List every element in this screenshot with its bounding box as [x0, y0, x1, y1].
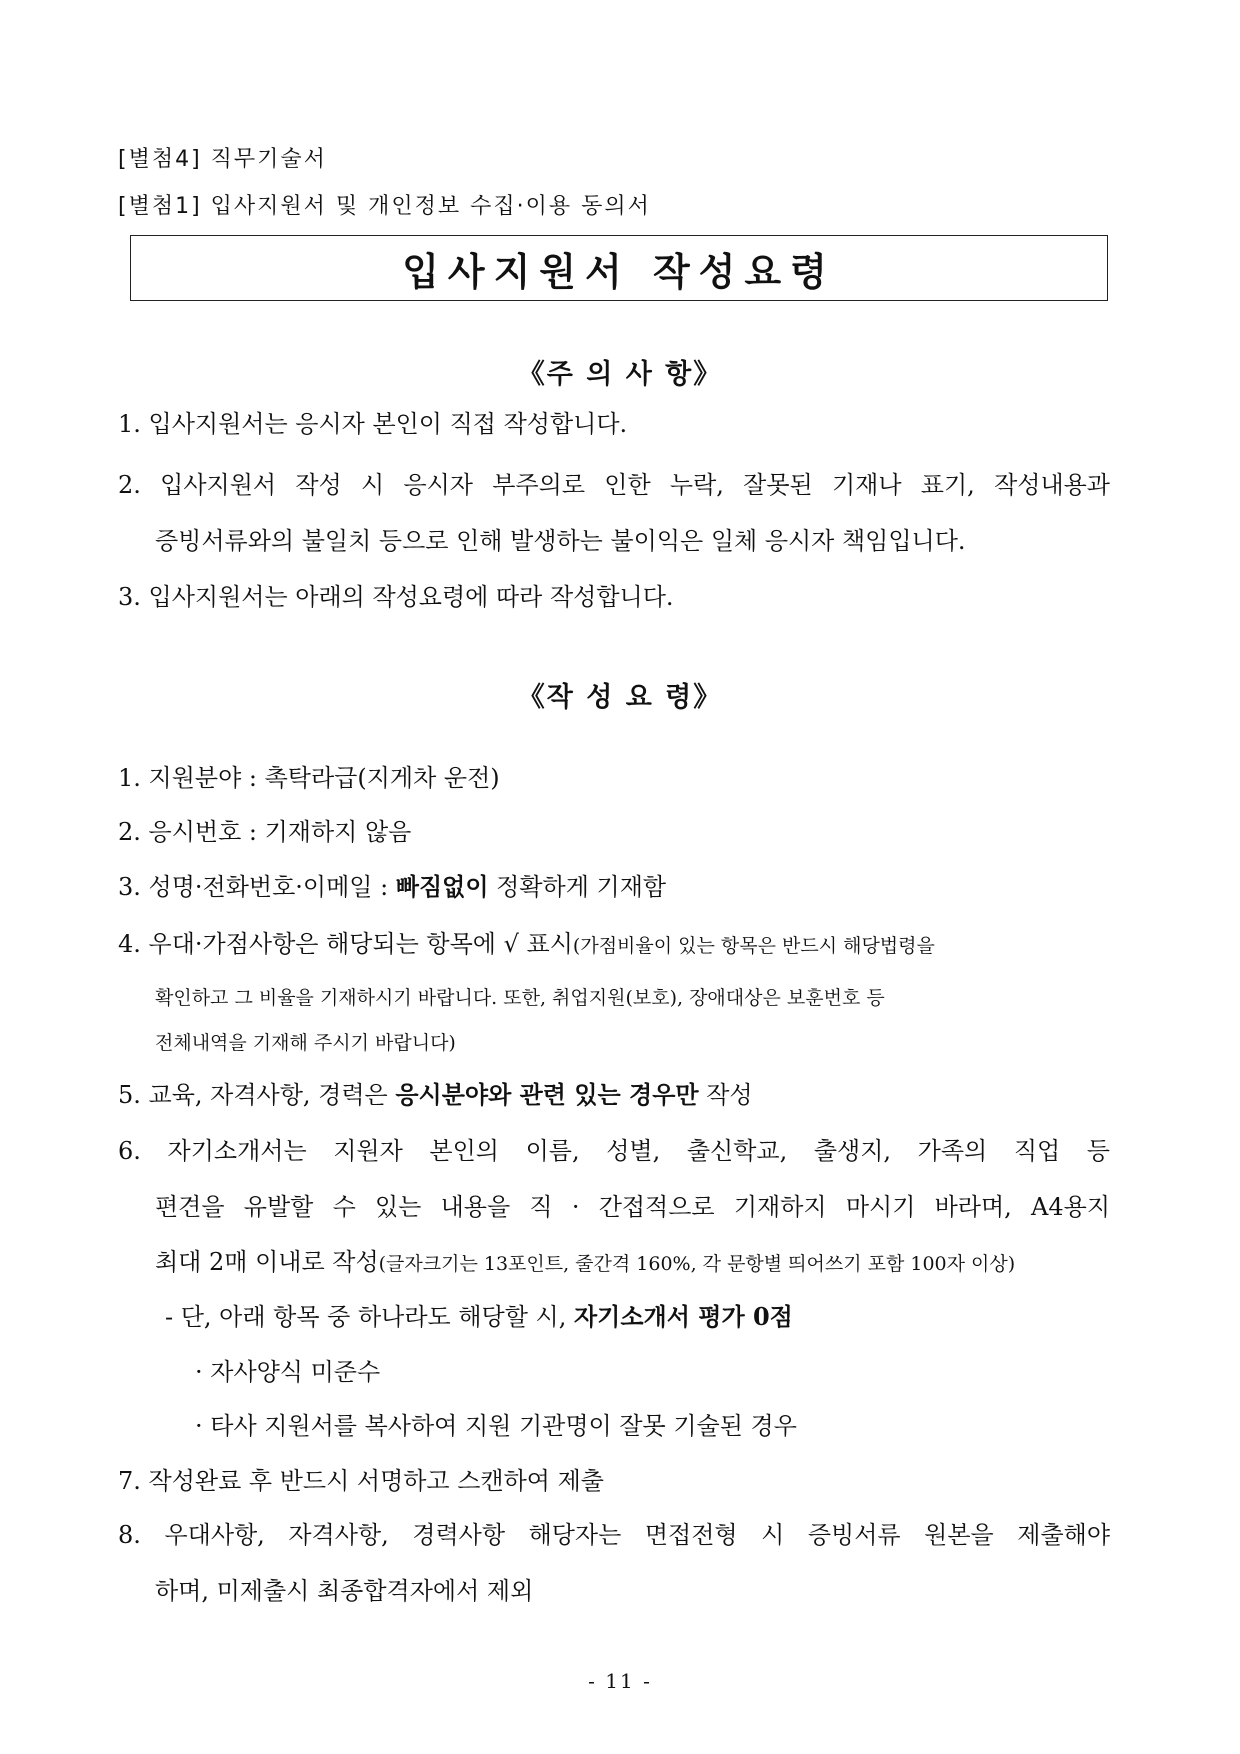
attachment-label-1: [별첨4] 직무기술서 — [118, 147, 327, 172]
guide-item-8-cont: 하며, 미제출시 최종합격자에서 제외 — [155, 1577, 534, 1605]
caution-item-2-cont: 증빙서류와의 불일치 등으로 인해 발생하는 불이익은 일체 응시자 책임입니다. — [155, 527, 966, 555]
guide-item-6-cont-1: 편견을 유발할 수 있는 내용을 직 · 간접적으로 기재하지 마시기 바라며, A4용지 — [155, 1193, 1110, 1221]
guide-item-4-main: 4. 우대·가점사항은 해당되는 항목에 √ 표시 — [118, 930, 573, 958]
guide-item-6-exception — [165, 1302, 793, 1332]
caution-item-2: 2. 입사지원서 작성 시 응시자 부주의로 인한 누락, 잘못된 기재나 표기, 작성내용과 — [118, 471, 1110, 499]
guide-item-3-label: 3. 성명·전화번호·이메일 : — [118, 873, 396, 901]
caution-item-1: 1. 입사지원서는 응시자 본인이 직접 작성합니다. — [118, 410, 628, 438]
guide-item-5-label: 5. 교육, 자격사항, 경력은 — [118, 1081, 396, 1109]
guide-item-6-sub-2: · 타사 지원서를 복사하여 지원 기관명이 잘못 기술된 경우 — [195, 1412, 797, 1440]
guide-item-5 — [118, 1080, 753, 1110]
guide-item-4-note: (가점비율이 있는 항목은 반드시 해당법령을 — [572, 935, 935, 957]
guide-item-4 — [118, 929, 935, 961]
guide-item-6-cont-2 — [155, 1247, 1015, 1279]
guide-item-3-emphasis: 빠짐없이 — [395, 872, 489, 901]
guide-item-3-rest: 정확하게 기재함 — [488, 873, 667, 901]
guide-item-5-emphasis: 응시분야와 관련 있는 경우만 — [395, 1080, 699, 1109]
caution-item-3: 3. 입사지원서는 아래의 작성요령에 따라 작성합니다. — [118, 583, 674, 611]
guide-item-5-rest: 작성 — [698, 1081, 753, 1109]
guide-item-7: 7. 작성완료 후 반드시 서명하고 스캔하여 제출 — [118, 1467, 604, 1495]
guide-item-1: 1. 지원분야 : 촉탁라급(지게차 운전) — [118, 764, 500, 792]
guide-item-6: 6. 자기소개서는 지원자 본인의 이름, 성별, 출신학교, 출생지, 가족의 직업 등 — [118, 1137, 1110, 1165]
guide-item-8: 8. 우대사항, 자격사항, 경력사항 해당자는 면접전형 시 증빙서류 원본을 제출해야 — [118, 1521, 1110, 1549]
guide-item-6-exception-text: - 단, 아래 항목 중 하나라도 해당할 시, — [165, 1303, 574, 1331]
guide-item-4-note-cont-2: 전체내역을 기재해 주시기 바랍니다) — [155, 1032, 456, 1054]
attachment-label-2: [별첨1] 입사지원서 및 개인정보 수집·이용 동의서 — [118, 194, 651, 219]
title-box — [130, 235, 1108, 301]
guide-item-6-format-note: (글자크기는 13포인트, 줄간격 160%, 각 문항별 띄어쓰기 포함 100자 이상) — [378, 1253, 1016, 1275]
guide-item-6-exception-emphasis: 자기소개서 평가 0점 — [573, 1302, 793, 1331]
guide-item-2: 2. 응시번호 : 기재하지 않음 — [118, 818, 412, 846]
page-number: - 11 - — [588, 1669, 652, 1693]
page-title: 입사지원서 작성요령 — [402, 248, 836, 294]
guide-item-6-limit: 최대 2매 이내로 작성 — [155, 1248, 379, 1276]
guide-item-3 — [118, 872, 666, 902]
guide-item-6-sub-1: · 자사양식 미준수 — [195, 1358, 381, 1386]
cautions-heading: 《주 의 사 항》 — [517, 359, 723, 390]
guide-heading: 《작 성 요 령》 — [517, 682, 723, 713]
guide-item-4-note-cont-1: 확인하고 그 비율을 기재하시기 바랍니다. 또한, 취업지원(보호), 장애대상은 보훈번호 등 — [155, 987, 885, 1009]
